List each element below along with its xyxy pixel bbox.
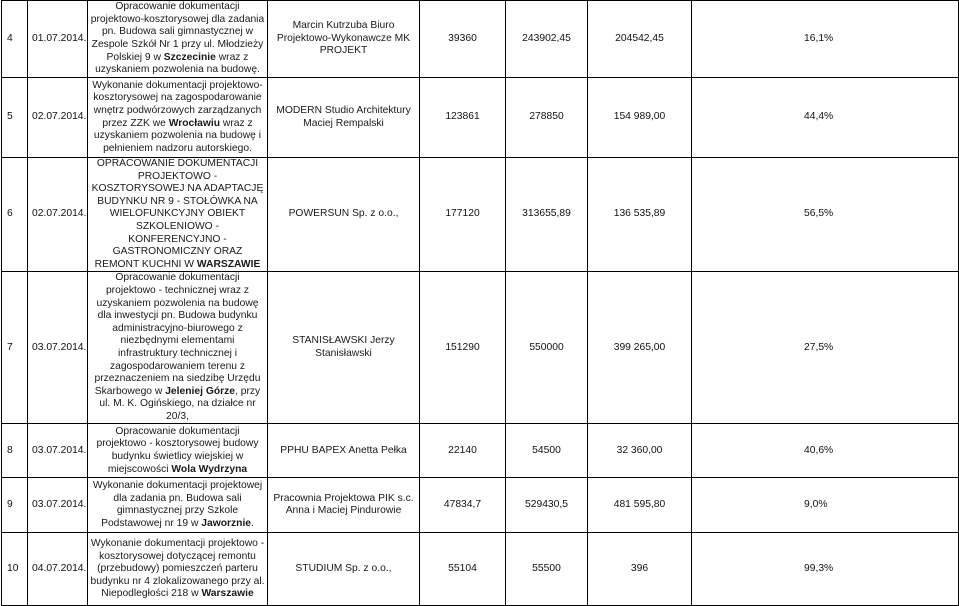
row-value-2: 243902,45 — [506, 1, 588, 78]
row-value-2: 278850 — [506, 78, 588, 158]
row-value-1: 22140 — [420, 424, 506, 478]
row-date: 03.07.2014. — [28, 478, 88, 533]
table-row — [2, 533, 959, 606]
row-value-1: 177120 — [420, 158, 506, 272]
row-value-1: 55104 — [420, 533, 506, 606]
row-percent: 56,5% — [692, 158, 959, 272]
row-date: 03.07.2014. — [28, 424, 88, 478]
table-row — [2, 1, 959, 78]
row-description: Opracowanie dokumentacji projektowo - kosztorysowej budowy budynku świetlicy wiejskiej w miejscowości Wola Wydrzyna — [88, 424, 268, 478]
row-value-1: 123861 — [420, 78, 506, 158]
row-number: 9 — [2, 478, 28, 533]
row-contractor: POWERSUN Sp. z o.o., — [268, 158, 420, 272]
row-date: 04.07.2014. — [28, 533, 88, 606]
row-percent: 27,5% — [692, 272, 959, 424]
table-row — [2, 272, 959, 424]
row-value-1: 39360 — [420, 1, 506, 78]
row-percent: 99,3% — [692, 533, 959, 606]
row-contractor: MODERN Studio Architektury Maciej Rempalski — [268, 78, 420, 158]
row-value-2: 313655,89 — [506, 158, 588, 272]
row-value-3: 204542,45 — [588, 1, 692, 78]
table-row — [2, 478, 959, 533]
row-number: 6 — [2, 158, 28, 272]
row-description: Wykonanie dokumentacji projektowo-kosztorysowej na zagospodarowanie wnętrz podwórzowych zarządzanych przez ZZK we Wrocławiu wraz z uzyskaniem pozwolenia na budowę i pełnieniem nadzoru autorskiego. — [88, 78, 268, 158]
row-percent: 44,4% — [692, 78, 959, 158]
row-value-2: 529430,5 — [506, 478, 588, 533]
row-date: 02.07.2014. — [28, 158, 88, 272]
city-name: Wola Wydrzyna — [171, 463, 248, 475]
row-value-3: 136 535,89 — [588, 158, 692, 272]
table-row — [2, 158, 959, 272]
row-value-3: 399 265,00 — [588, 272, 692, 424]
row-percent: 9,0% — [692, 478, 959, 533]
row-value-3: 481 595,80 — [588, 478, 692, 533]
row-percent: 16,1% — [692, 1, 959, 78]
row-number: 4 — [2, 1, 28, 78]
row-number: 5 — [2, 78, 28, 158]
row-value-3: 32 360,00 — [588, 424, 692, 478]
city-name: Warszawie — [201, 588, 254, 600]
row-value-2: 54500 — [506, 424, 588, 478]
row-number: 10 — [2, 533, 28, 606]
city-name: Jaworznie — [201, 518, 252, 530]
row-description: Wykonanie dokumentacji projektowo - kosztorysowej dotyczącej remontu (przebudowy) pomieszczeń parteru budynku nr 4 zlokalizowanego przy al. Niepodległości 218 w Warszawie — [88, 533, 268, 606]
row-value-2: 55500 — [506, 533, 588, 606]
contracts-table — [1, 0, 959, 606]
row-value-3: 154 989,00 — [588, 78, 692, 158]
row-date: 03.07.2014. — [28, 272, 88, 424]
table-row — [2, 78, 959, 158]
row-contractor: STUDIUM Sp. z o.o., — [268, 533, 420, 606]
row-number: 7 — [2, 272, 28, 424]
city-name: WARSZAWIE — [196, 258, 261, 270]
row-date: 01.07.2014. — [28, 1, 88, 78]
row-description: Wykonanie dokumentacji projektowej dla zadania pn. Budowa sali gimnastycznej przy Szkole Podstawowej nr 19 w Jaworznie. — [88, 478, 268, 533]
row-value-1: 151290 — [420, 272, 506, 424]
row-contractor: Pracownia Projektowa PIK s.c. Anna i Maciej Pindurowie — [268, 478, 420, 533]
city-name: Jeleniej Górze — [165, 385, 236, 397]
row-contractor: STANISŁAWSKI Jerzy Stanisławski — [268, 272, 420, 424]
row-contractor: PPHU BAPEX Anetta Pełka — [268, 424, 420, 478]
row-percent: 40,6% — [692, 424, 959, 478]
row-value-2: 550000 — [506, 272, 588, 424]
row-description: OPRACOWANIE DOKUMENTACJI PROJEKTOWO - KOSZTORYSOWEJ NA ADAPTACJĘ BUDYNKU NR 9 - STOŁÓWKA NA WIELOFUNKCYJNY OBIEKT SZKOLENIOWO - KONFERENCYJNO - GASTRONOMICZNY ORAZ REMONT KUCHNI W WARSZAWIE — [88, 158, 268, 272]
row-description: Opracowanie dokumentacji projektowo-kosztorysowej dla zadania pn. Budowa sali gimnastycznej w Zespole Szkół Nr 1 przy ul. Młodzieży Polskiej 9 w Szczecinie wraz z uzyskaniem pozwolenia na budowę. — [88, 1, 268, 78]
city-name: Wrocławiu — [168, 117, 221, 129]
table-row — [2, 424, 959, 478]
row-value-1: 47834,7 — [420, 478, 506, 533]
row-date: 02.07.2014. — [28, 78, 88, 158]
row-number: 8 — [2, 424, 28, 478]
row-description: Opracowanie dokumentacji projektowo - technicznej wraz z uzyskaniem pozwolenia na budowę dla inwestycji pn. Budowa budynku administracyjno-biurowego z niezbędnymi elementami infrastruktury technicznej i zagospodarowaniem terenu z przeznaczeniem na siedzibę Urzędu Skarbowego w Jeleniej Górze, przy ul. M. K. Ogińskiego, na działce nr 20/3, — [88, 272, 268, 424]
row-contractor: Marcin Kutrzuba Biuro Projektowo-Wykonawcze MK PROJEKT — [268, 1, 420, 78]
row-value-3: 396 — [588, 533, 692, 606]
city-name: Szczecinie — [163, 51, 216, 63]
